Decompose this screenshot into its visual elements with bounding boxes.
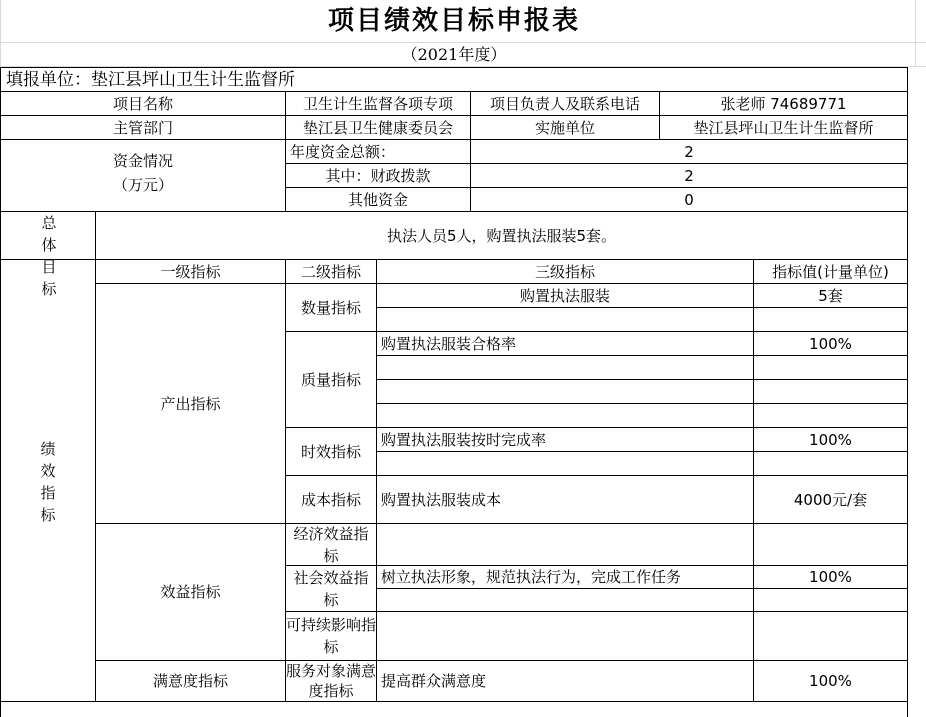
impl-unit-label: 实施单位 bbox=[534, 118, 595, 137]
project-contact-label: 项目负责人及联系电话 bbox=[489, 94, 640, 113]
page-title: 项目绩效目标申报表 bbox=[327, 6, 580, 36]
sustainability-label: 可持续影响指标 bbox=[286, 616, 377, 656]
header-level2: 二级指标 bbox=[300, 262, 361, 281]
project-contact-value: 张老师 74689771 bbox=[720, 94, 847, 113]
reporting-unit: 填报单位：垫江县坪山卫生计生监督所 bbox=[6, 69, 295, 90]
timeliness-indicator-label: 时效指标 bbox=[300, 442, 361, 461]
dept-label: 主管部门 bbox=[112, 118, 173, 137]
funds-other-label: 其他资金 bbox=[347, 190, 408, 209]
benefit-indicator-label: 效益指标 bbox=[160, 583, 221, 601]
funds-fiscal-label: 其中：财政拨款 bbox=[325, 166, 431, 185]
project-name-value: 卫生计生监督各项专项 bbox=[302, 94, 453, 113]
impl-unit-value: 垫江县坪山卫生计生监督所 bbox=[693, 118, 874, 137]
quantity-value: 5套 bbox=[818, 286, 843, 305]
project-name-label: 项目名称 bbox=[112, 94, 173, 113]
timeliness-item: 购置执法服装按时完成率 bbox=[381, 430, 547, 449]
quantity-indicator-label: 数量指标 bbox=[300, 298, 361, 317]
satisfaction-indicator-label: 满意度指标 bbox=[152, 672, 228, 690]
quality-indicator-label: 质量指标 bbox=[300, 370, 361, 389]
funds-label: 资金情况 bbox=[112, 152, 173, 170]
quality-value: 100% bbox=[809, 334, 852, 353]
social-benefit-value: 100% bbox=[809, 568, 852, 586]
cost-value: 4000元/套 bbox=[793, 490, 868, 509]
social-benefit-item: 树立执法形象，规范执法行为，完成工作任务 bbox=[381, 568, 682, 586]
year-subtitle: （2021年度） bbox=[401, 45, 507, 64]
quantity-item: 购置执法服装 bbox=[519, 286, 610, 305]
performance-indicators-label: 绩效指标 bbox=[40, 440, 56, 524]
overall-goal-text: 执法人员5人，购置执法服装5套。 bbox=[386, 226, 617, 245]
funds-other-value: 0 bbox=[684, 190, 694, 209]
funds-total-label: 年度资金总额： bbox=[290, 142, 396, 161]
service-satisfaction-item: 提高群众满意度 bbox=[381, 672, 487, 690]
header-value: 指标值(计量单位) bbox=[772, 262, 889, 281]
timeliness-value: 100% bbox=[809, 430, 852, 449]
funds-total-value: 2 bbox=[684, 142, 694, 161]
economic-benefit-label: 经济效益指标 bbox=[293, 524, 369, 565]
quality-item: 购置执法服装合格率 bbox=[381, 334, 517, 353]
dept-value: 垫江县卫生健康委员会 bbox=[302, 118, 453, 137]
overall-goal-label: 总体目标 bbox=[41, 214, 57, 298]
service-satisfaction-value: 100% bbox=[809, 672, 852, 690]
funds-unit-label: （万元） bbox=[112, 176, 173, 194]
cost-indicator-label: 成本指标 bbox=[300, 490, 361, 509]
service-satisfaction-label: 服务对象满意度指标 bbox=[286, 662, 377, 700]
social-benefit-label: 社会效益指标 bbox=[293, 568, 369, 609]
cost-item: 购置执法服装成本 bbox=[381, 490, 502, 509]
funds-fiscal-value: 2 bbox=[684, 166, 694, 185]
header-level1: 一级指标 bbox=[160, 262, 221, 281]
header-level3: 三级指标 bbox=[534, 262, 595, 281]
output-indicator-label: 产出指标 bbox=[160, 394, 221, 413]
